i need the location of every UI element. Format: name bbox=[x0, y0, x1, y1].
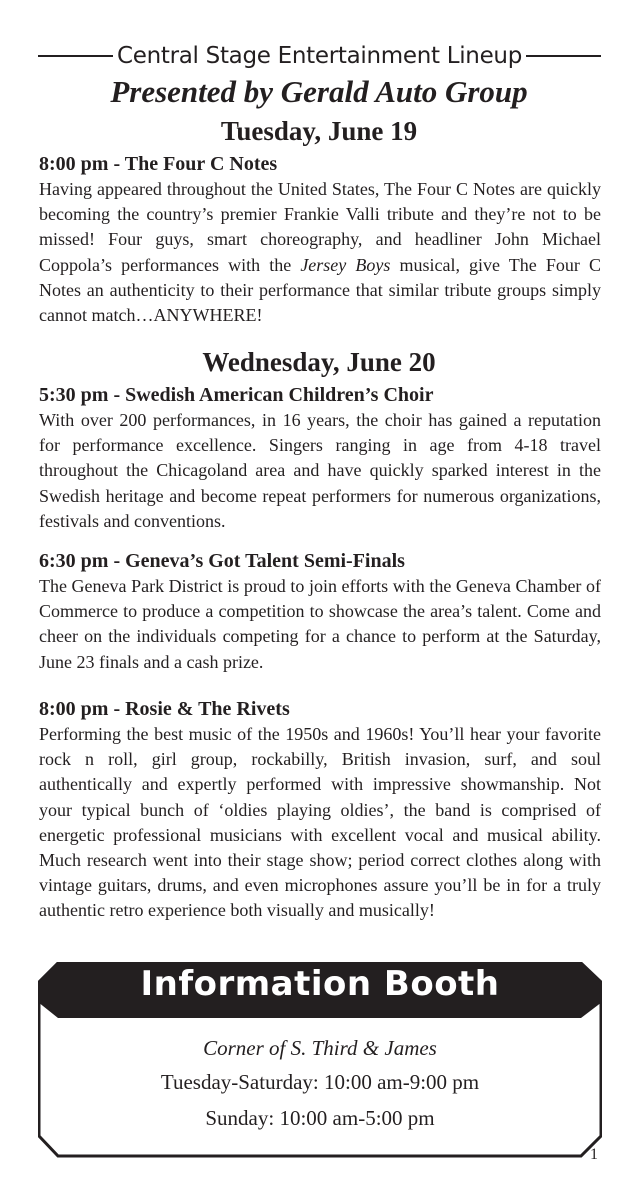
event-genevas-got-talent bbox=[39, 549, 601, 675]
title-rule-right bbox=[526, 55, 601, 57]
booth-location: Corner of S. Third & James bbox=[203, 1036, 437, 1060]
event-title: 5:30 pm - Swedish American Children’s Choir bbox=[39, 384, 434, 406]
event-title: 8:00 pm - The Four C Notes bbox=[39, 153, 278, 175]
description-text: musical, give The Four C Notes an authenticity to their performance that similar tribute groups simply cannot match…ANYWHERE! bbox=[39, 254, 601, 326]
event-description: The Geneva Park District is proud to join efforts with the Geneva Chamber of Commerce to produce a competition to showcase the area’s talent. Come and cheer on the individuals competing for a chance to perform at the Saturday, June 23 finals and a cash prize. bbox=[39, 576, 601, 672]
booth-hours-sunday: Sunday: 10:00 am-5:00 pm bbox=[205, 1106, 435, 1130]
event-swedish-choir bbox=[39, 383, 601, 534]
event-description: Performing the best music of the 1950s and 1960s! You’ll hear your favorite rock n roll, girl group, rockabilly, British invasion, surf, and soul authentically and expertly performed with impressive showmanship. Not your typical bunch of ‘oldies playing oldies’, the band is comprised of energetic professional musicians with excellent vocal and musical ability. Much research went into their stage show; period correct clothes along with vintage guitars, drums, and even microphones assure you’ll be in for a truly authentic retro experience both visually and musically! bbox=[39, 724, 601, 921]
booth-title: Information Booth bbox=[140, 964, 500, 1004]
description-text: Having appeared throughout the United States, The Four C Notes are quickly becoming the country’s premier Frankie Valli tribute and they’re not to be missed! Four guys, smart choreography, and headliner John Michael Coppola’s performances with the bbox=[39, 179, 601, 275]
title-rule-left bbox=[38, 55, 113, 57]
information-booth-box bbox=[38, 962, 602, 1158]
lineup-title: Central Stage Entertainment Lineup bbox=[117, 43, 523, 69]
event-description: With over 200 performances, in 16 years, the choir has gained a reputation for performance excellence. Singers ranging in age from 4-18 travel throughout the Chicagoland area and have quickly sparked interest in the Swedish heritage and become repeat performers for numerous organizations, festivals and conventions. bbox=[39, 410, 601, 531]
event-description bbox=[39, 177, 601, 328]
page-number: 1 bbox=[590, 1146, 598, 1163]
description-italic-text: Jersey Boys bbox=[300, 254, 391, 275]
event-four-c-notes bbox=[39, 152, 601, 328]
day-heading-wednesday: Wednesday, June 20 bbox=[202, 347, 436, 377]
event-rosie-and-the-rivets bbox=[39, 697, 601, 924]
event-title: 8:00 pm - Rosie & The Rivets bbox=[39, 698, 290, 720]
lineup-title-row bbox=[38, 36, 601, 76]
day-heading-tuesday: Tuesday, June 19 bbox=[220, 116, 418, 146]
event-title: 6:30 pm - Geneva’s Got Talent Semi-Finals bbox=[39, 550, 405, 572]
booth-hours-weekday: Tuesday-Saturday: 10:00 am-9:00 pm bbox=[160, 1070, 480, 1094]
sponsor-subtitle: Presented by Gerald Auto Group bbox=[110, 74, 528, 109]
